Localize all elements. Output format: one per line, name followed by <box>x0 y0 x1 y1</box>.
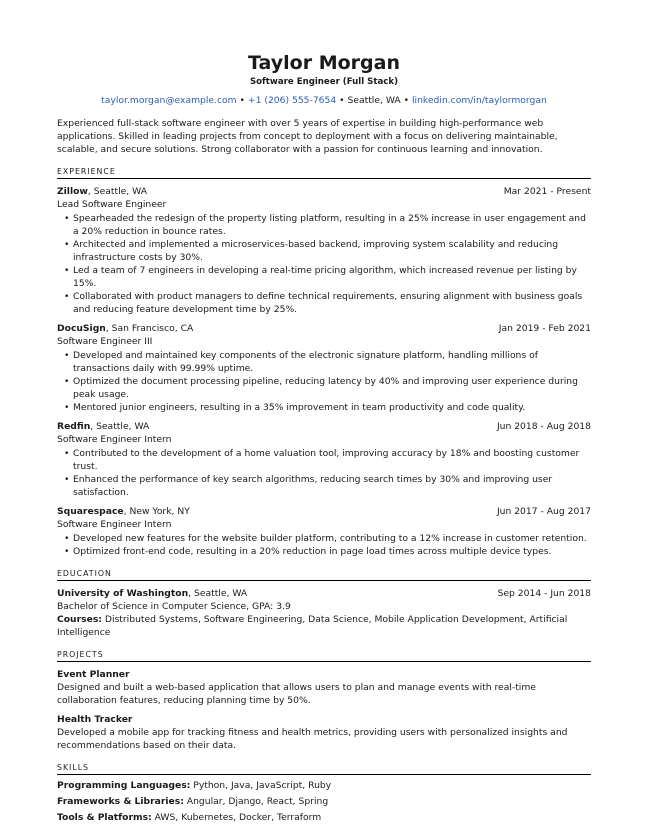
separator: • <box>339 95 345 106</box>
entry-dates: Jun 2018 - Aug 2018 <box>496 421 591 432</box>
candidate-name: Taylor Morgan <box>248 52 400 74</box>
bullet-item: • Optimized front-end code, resulting in a 20% reduction in page load times across multiple device types. <box>73 545 591 558</box>
skill-line <box>57 795 591 808</box>
skill-line <box>57 811 591 824</box>
separator: • <box>403 95 410 106</box>
bullet-item: • Developed new features for the website builder platform, contributing to a 12% increase in customer retention. <box>73 532 591 545</box>
school-name: University of Washington <box>57 588 189 599</box>
section-title-skills: SKILLS <box>57 763 591 775</box>
contact-line <box>57 95 591 107</box>
entry-dates: Jun 2017 - Aug 2017 <box>496 506 591 517</box>
section-title-projects: PROJECTS <box>57 650 591 662</box>
role-title: Software Engineer Intern <box>57 519 172 530</box>
company-location: , New York, NY <box>123 506 190 517</box>
skill-values: Angular, Django, React, Spring <box>183 796 329 807</box>
section-title-education: EDUCATION <box>57 569 591 581</box>
bullet-item: • Architected and implemented a microservices-based backend, improving system scalability and reducing infrastructure costs by 30%. <box>73 238 591 264</box>
location-text: Seattle, WA <box>347 95 401 106</box>
experience-entry <box>57 420 591 499</box>
bullet-item: • Enhanced the performance of key search algorithms, reducing search times by 30% and improving user satisfaction. <box>73 473 591 499</box>
bullet-list <box>57 349 591 414</box>
bullet-item: • Mentored junior engineers, resulting in a 35% improvement in team productivity and code quality. <box>73 401 591 414</box>
courses-line <box>57 613 591 639</box>
entry-dates: Mar 2021 - Present <box>503 186 591 197</box>
bullet-item: • Developed and maintained key components of the electronic signature platform, handling millions of transactions daily with 99.99% uptime. <box>73 349 591 375</box>
courses-list: Distributed Systems, Software Engineering, Data Science, Mobile Application Development, Artificial Intelligence <box>57 614 568 638</box>
section-title-experience: EXPERIENCE <box>57 167 591 179</box>
bullet-item: • Led a team of 7 engineers in developing a real-time pricing algorithm, which increased revenue per listing by 15%. <box>73 264 591 290</box>
courses-label: Courses: <box>57 614 102 625</box>
degree-text: Bachelor of Science in Computer Science, GPA: 3.9 <box>57 601 291 612</box>
company-location: , Seattle, WA <box>87 186 147 197</box>
skill-line <box>57 779 591 792</box>
summary-paragraph: Experienced full-stack software engineer with over 5 years of expertise in building high-performance web applications. Skilled in leading projects from concept to deployment with a focus on delivering maintainable, scalable, and secure solutions. Strong collaborator with a passion for continuous learning and innovation. <box>57 118 558 155</box>
bullet-item: • Collaborated with product managers to define technical requirements, ensuring alignment with business goals and reducing feature development time by 25%. <box>73 290 591 316</box>
entry-header <box>57 420 591 433</box>
skill-label: Tools & Platforms: <box>57 812 152 823</box>
experience-entry <box>57 505 591 558</box>
project-entry <box>57 713 591 752</box>
project-entry <box>57 668 591 707</box>
bullet-item: • Spearheaded the redesign of the property listing platform, resulting in a 25% increase in user engagement and a 20% reduction in bounce rates. <box>73 212 591 238</box>
bullet-list <box>57 212 591 316</box>
entry-dates: Sep 2014 - Jun 2018 <box>497 588 591 599</box>
entry-header <box>57 185 591 198</box>
experience-entry <box>57 322 591 414</box>
company-name: DocuSign <box>57 323 106 334</box>
company-name: Redfin <box>57 421 91 432</box>
bullet-item: • Optimized the document processing pipeline, reducing latency by 40% and improving user experience during peak usage. <box>73 375 591 401</box>
project-description: Designed and built a web-based application that allows users to plan and manage events with real-time collaboration features, reducing planning time by 50%. <box>57 682 536 706</box>
linkedin-link[interactable]: linkedin.com/in/taylormorgan <box>411 95 547 106</box>
company-location: , San Francisco, CA <box>105 323 194 334</box>
skill-values: Python, Java, JavaScript, Ruby <box>190 780 332 791</box>
job-title: Software Engineer (Full Stack) <box>249 77 399 87</box>
skill-label: Frameworks & Libraries: <box>57 796 184 807</box>
entry-dates: Jan 2019 - Feb 2021 <box>498 323 591 334</box>
skills-list <box>57 779 591 824</box>
skill-values: AWS, Kubernetes, Docker, Terraform <box>151 812 322 823</box>
company-location: , Seattle, WA <box>90 421 150 432</box>
company-name: Zillow <box>57 186 88 197</box>
school-location: , Seattle, WA <box>188 588 248 599</box>
project-name: Health Tracker <box>57 714 133 725</box>
entry-header <box>57 505 591 518</box>
company-name: Squarespace <box>57 506 124 517</box>
role-title: Software Engineer III <box>57 336 153 347</box>
project-description: Developed a mobile app for tracking fitness and health metrics, providing users with personalized insights and recommendations based on their data. <box>57 727 568 751</box>
education-entry <box>57 587 591 639</box>
experience-entry <box>57 185 591 316</box>
project-name: Event Planner <box>57 669 130 680</box>
entry-header <box>57 587 591 600</box>
bullet-list <box>57 532 591 558</box>
separator: • <box>239 95 245 106</box>
role-title: Software Engineer Intern <box>57 434 172 445</box>
bullet-item: • Contributed to the development of a home valuation tool, improving accuracy by 18% and boosting customer trust. <box>73 447 591 473</box>
role-title: Lead Software Engineer <box>57 199 167 210</box>
skill-label: Programming Languages: <box>57 780 191 791</box>
entry-header <box>57 322 591 335</box>
phone-link[interactable]: +1 (206) 555-7654 <box>247 95 337 106</box>
bullet-list <box>57 447 591 499</box>
email-link[interactable]: taylor.morgan@example.com <box>101 95 237 106</box>
